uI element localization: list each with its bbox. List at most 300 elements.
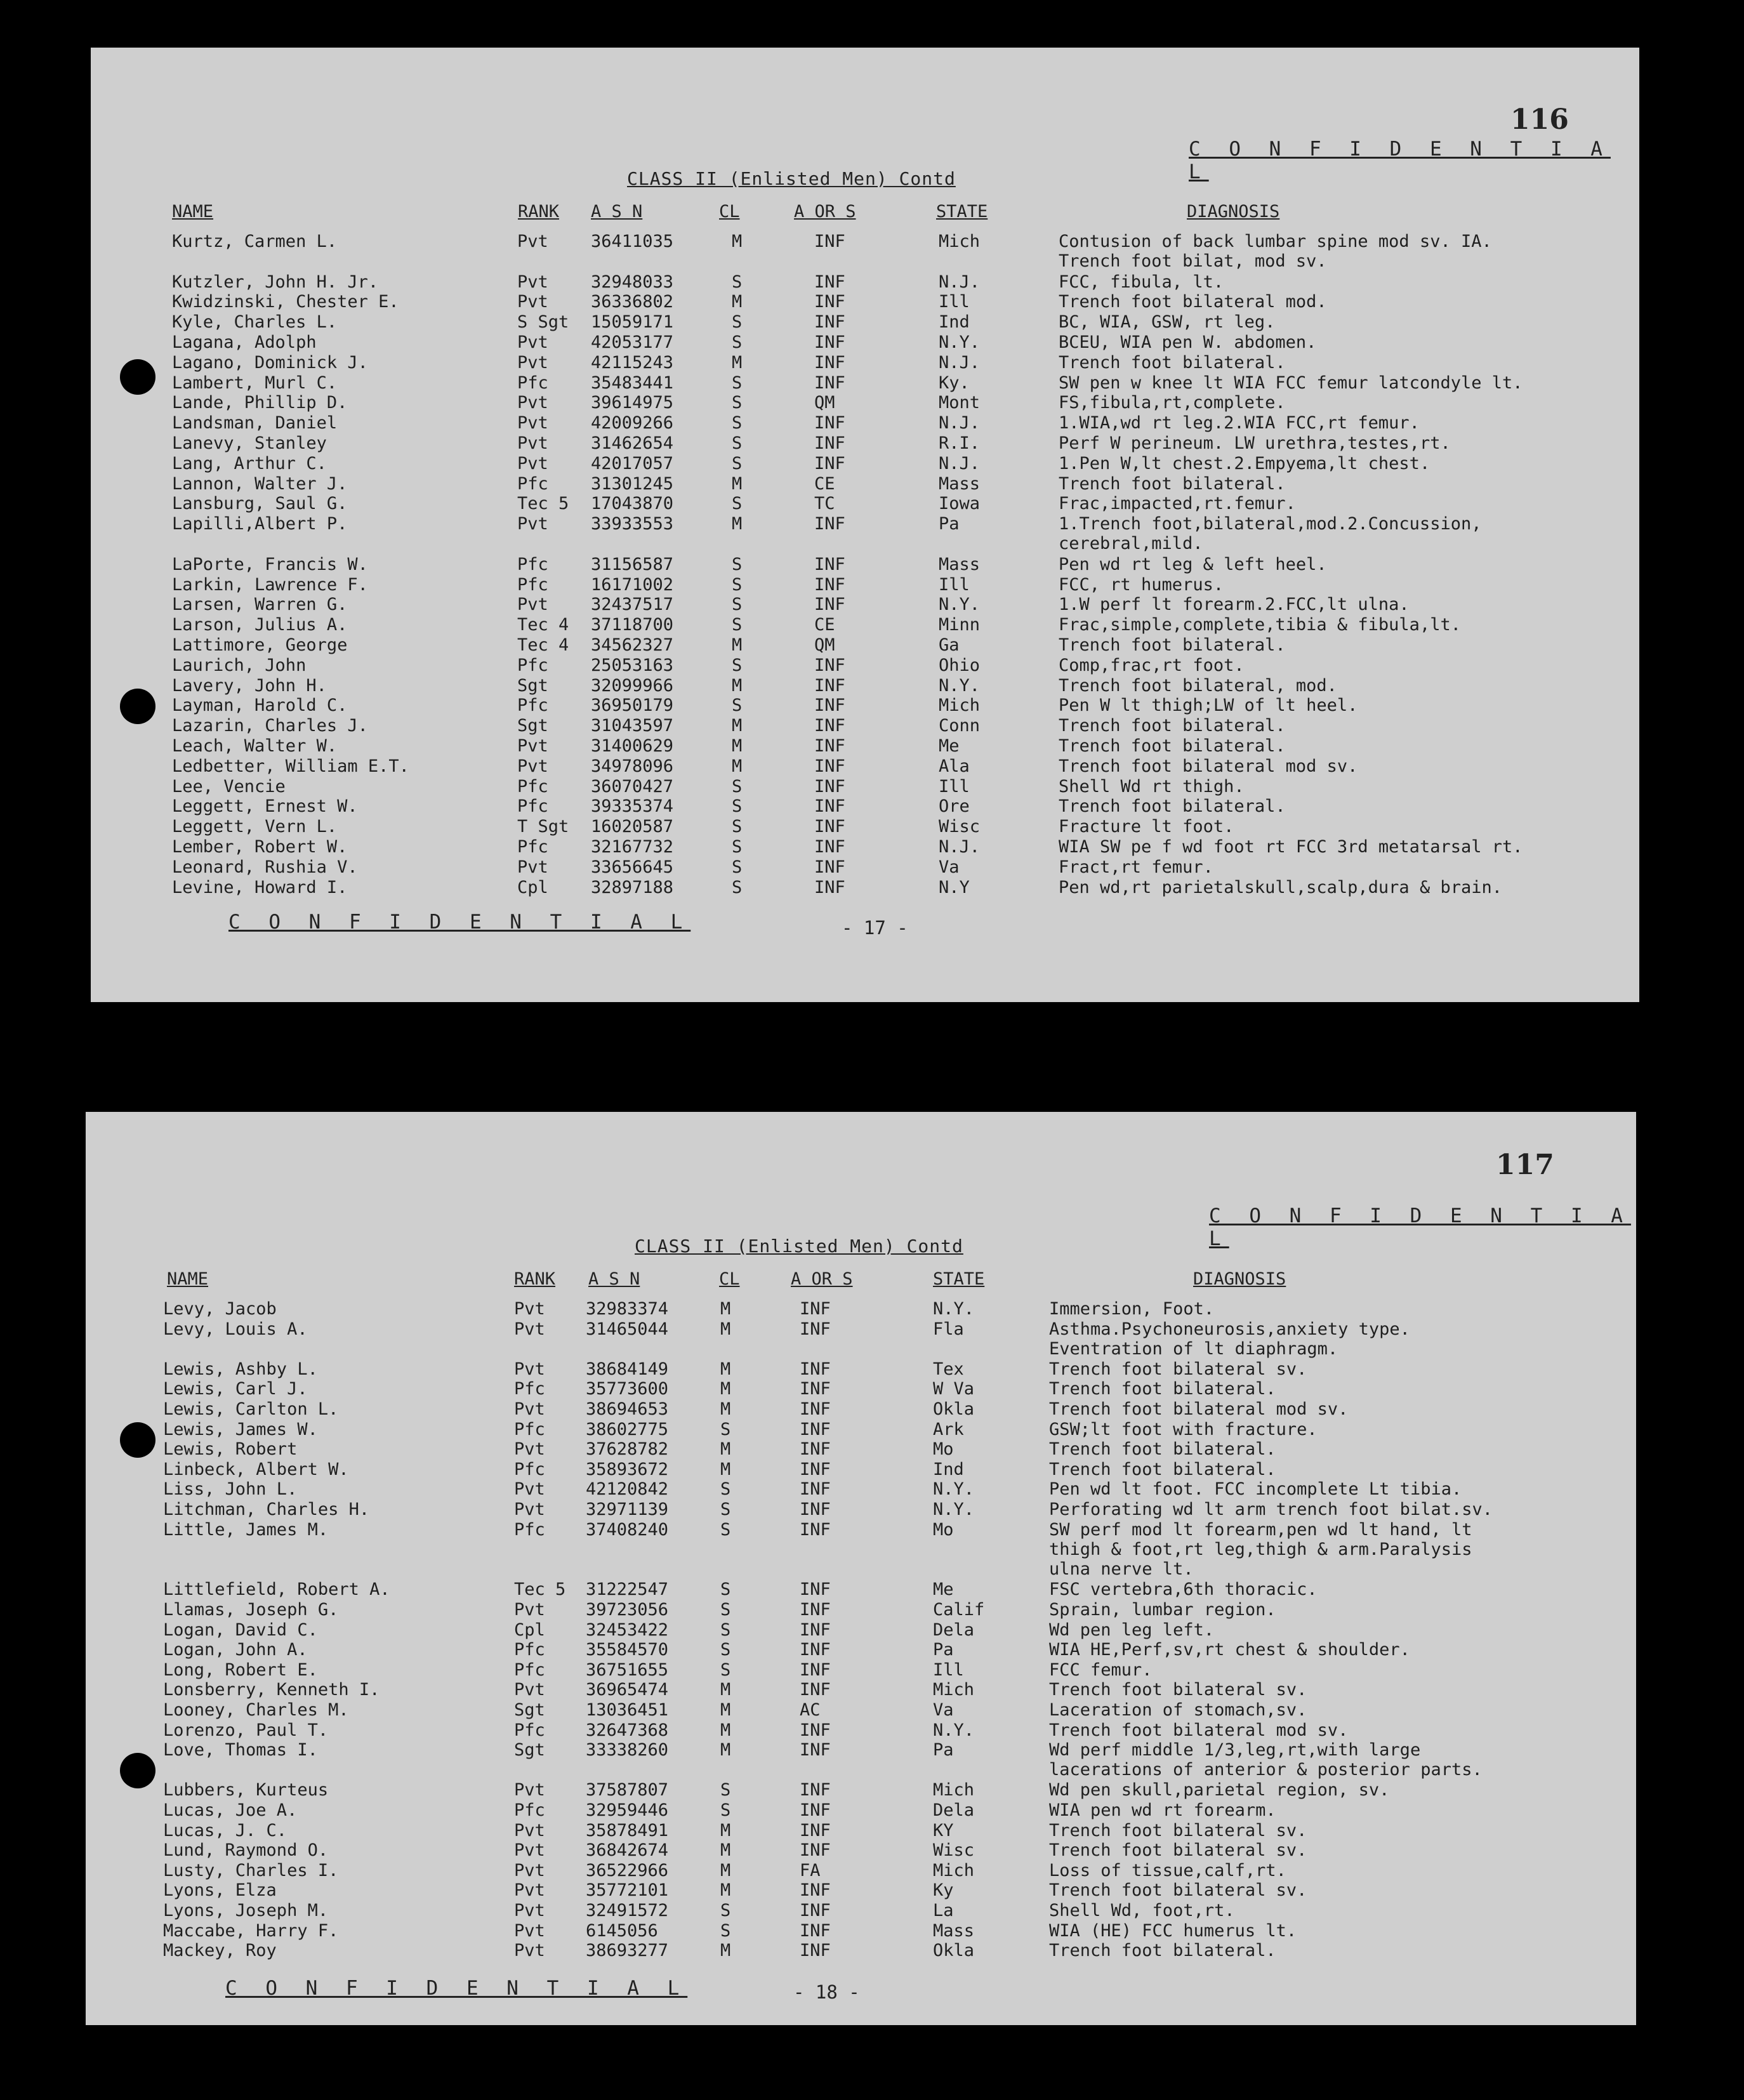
- state: Pa: [933, 1740, 954, 1760]
- rank: Pvt: [517, 232, 548, 251]
- soldier-name: Lee, Vencie: [172, 776, 286, 796]
- table-row: [91, 817, 1639, 836]
- class-code: S: [720, 1800, 731, 1820]
- soldier-name: Lagano, Dominick J.: [172, 352, 368, 373]
- diagnosis: SW pen w knee lt WIA FCC femur latcondyle lt.: [1059, 373, 1523, 393]
- diagnosis: WIA pen wd rt forearm.: [1049, 1800, 1276, 1820]
- diagnosis: Trench foot bilateral, mod.: [1059, 675, 1337, 696]
- soldier-name: Litchman, Charles H.: [163, 1500, 370, 1519]
- diagnosis: Pen W lt thigh;LW of lt heel.: [1059, 696, 1358, 716]
- diagnosis: Shell Wd, foot,rt.: [1049, 1901, 1235, 1920]
- diagnosis: Trench foot bilateral mod.: [1059, 292, 1327, 312]
- arm-or-service: INF: [800, 1740, 831, 1760]
- class-code: M: [732, 756, 743, 776]
- state: Pa: [933, 1640, 954, 1660]
- diagnosis: FCC, fibula, lt.: [1059, 272, 1224, 292]
- soldier-name: Lucas, Joe A.: [163, 1800, 298, 1820]
- class-code: S: [732, 272, 743, 292]
- soldier-name: Lund, Raymond O.: [163, 1840, 329, 1861]
- confidential-header: C O N F I D E N T I A L: [1209, 1205, 1631, 1250]
- state: W Va: [933, 1379, 975, 1399]
- serial-number: 35773600: [586, 1379, 669, 1399]
- rank: Pvt: [517, 514, 548, 534]
- rank: Pvt: [514, 1479, 545, 1500]
- state: Mich: [933, 1860, 975, 1880]
- table-row: [86, 1921, 1636, 1941]
- class-code: M: [720, 1820, 731, 1840]
- class-code: S: [732, 877, 743, 897]
- soldier-name: Lusty, Charles I.: [163, 1860, 339, 1880]
- serial-number: 42115243: [591, 352, 674, 373]
- diagnosis: Trench foot bilateral sv.: [1049, 1820, 1307, 1840]
- arm-or-service: INF: [814, 333, 845, 352]
- table-row: [86, 1500, 1636, 1519]
- table-row: [91, 796, 1639, 816]
- rank: Pvt: [514, 1780, 545, 1800]
- arm-or-service: INF: [800, 1419, 831, 1439]
- column-header-rank: RANK: [518, 202, 560, 221]
- state: Dela: [933, 1620, 975, 1640]
- table-row: [91, 312, 1639, 332]
- state: Fla: [933, 1319, 964, 1339]
- arm-or-service: INF: [800, 1720, 831, 1740]
- rank: Pvt: [514, 1680, 545, 1700]
- state: Pa: [939, 514, 960, 534]
- serial-number: 35772101: [586, 1880, 669, 1901]
- class-code: M: [732, 232, 743, 251]
- state: Okla: [933, 1941, 975, 1961]
- confidential-header: C O N F I D E N T I A L: [1189, 138, 1611, 183]
- soldier-name: LaPorte, Francis W.: [172, 554, 368, 574]
- soldier-name: Kyle, Charles L.: [172, 312, 338, 333]
- rank: Pfc: [517, 473, 548, 494]
- class-code: S: [732, 574, 743, 595]
- diagnosis: Shell Wd rt thigh.: [1059, 776, 1245, 796]
- class-code: S: [732, 595, 743, 615]
- column-header-asn: A S N: [591, 202, 643, 221]
- diagnosis: WIA HE,Perf,sv,rt chest & shoulder.: [1049, 1640, 1410, 1660]
- table-row: [91, 575, 1639, 595]
- rank: Cpl: [514, 1620, 545, 1640]
- arm-or-service: INF: [800, 1920, 831, 1941]
- class-title: CLASS II (Enlisted Men) Contd: [627, 168, 956, 189]
- state: Va: [933, 1700, 954, 1720]
- soldier-name: Leonard, Rushia V.: [172, 857, 358, 877]
- column-header-state: STATE: [933, 1269, 985, 1289]
- diagnosis: WIA (HE) FCC humerus lt.: [1049, 1920, 1297, 1941]
- rank: Pfc: [514, 1660, 545, 1680]
- class-code: S: [720, 1660, 731, 1680]
- serial-number: 37408240: [586, 1519, 669, 1540]
- state: N.Y.: [939, 595, 981, 615]
- state: Tex: [933, 1359, 964, 1379]
- state: Ala: [939, 756, 970, 776]
- table-row: [91, 656, 1639, 675]
- class-code: S: [720, 1500, 731, 1519]
- arm-or-service: INF: [814, 312, 845, 333]
- soldier-name: Llamas, Joseph G.: [163, 1600, 339, 1620]
- state: Conn: [939, 716, 981, 736]
- class-code: M: [720, 1740, 731, 1760]
- arm-or-service: INF: [800, 1359, 831, 1379]
- soldier-name: Long, Robert E.: [163, 1660, 318, 1680]
- column-header-cl: CL: [719, 1269, 740, 1289]
- rank: Pfc: [514, 1720, 545, 1740]
- table-row: [86, 1319, 1636, 1359]
- serial-number: 32491572: [586, 1901, 669, 1920]
- arm-or-service: AC: [800, 1700, 821, 1720]
- diagnosis: FCC femur.: [1049, 1660, 1153, 1680]
- table-row: [91, 474, 1639, 494]
- arm-or-service: INF: [814, 796, 845, 817]
- soldier-name: Mackey, Roy: [163, 1941, 277, 1961]
- rank: Pfc: [517, 655, 548, 675]
- serial-number: 42017057: [591, 453, 674, 473]
- serial-number: 32647368: [586, 1720, 669, 1740]
- diagnosis: Trench foot bilateral.: [1049, 1379, 1276, 1399]
- class-code: M: [720, 1880, 731, 1901]
- state: Ill: [939, 292, 970, 312]
- state: KY: [933, 1820, 954, 1840]
- diagnosis: Asthma.Psychoneurosis,anxiety type. Eventration of lt diaphragm.: [1049, 1319, 1410, 1359]
- class-code: M: [720, 1720, 731, 1740]
- state: Ga: [939, 635, 960, 655]
- diagnosis: Trench foot bilateral sv.: [1049, 1880, 1307, 1901]
- serial-number: 36522966: [586, 1860, 669, 1880]
- soldier-name: Kurtz, Carmen L.: [172, 232, 338, 251]
- table-row: [86, 1359, 1636, 1379]
- arm-or-service: INF: [814, 595, 845, 615]
- arm-or-service: INF: [800, 1941, 831, 1961]
- table-row: [86, 1861, 1636, 1880]
- diagnosis: Trench foot bilateral sv.: [1049, 1680, 1307, 1700]
- diagnosis: 1.Pen W,lt chest.2.Empyema,lt chest.: [1059, 453, 1430, 473]
- serial-number: 38693277: [586, 1941, 669, 1961]
- arm-or-service: INF: [800, 1820, 831, 1840]
- arm-or-service: INF: [800, 1500, 831, 1519]
- serial-number: 35483441: [591, 373, 674, 393]
- serial-number: 36751655: [586, 1660, 669, 1680]
- serial-number: 31462654: [591, 433, 674, 453]
- serial-number: 33933553: [591, 514, 674, 534]
- diagnosis: Laceration of stomach,sv.: [1049, 1700, 1307, 1720]
- state: Ohio: [939, 655, 981, 675]
- rank: Pfc: [514, 1419, 545, 1439]
- serial-number: 33656645: [591, 857, 674, 877]
- rank: Pvt: [517, 857, 548, 877]
- serial-number: 36070427: [591, 776, 674, 796]
- rank: Pfc: [517, 696, 548, 716]
- serial-number: 31465044: [586, 1319, 669, 1339]
- diagnosis: Pen wd rt leg & left heel.: [1059, 554, 1327, 574]
- state: Okla: [933, 1399, 975, 1419]
- table-row: [91, 454, 1639, 473]
- diagnosis: Loss of tissue,calf,rt.: [1049, 1860, 1286, 1880]
- state: Mont: [939, 393, 981, 413]
- table-row: [91, 676, 1639, 696]
- arm-or-service: INF: [800, 1620, 831, 1640]
- serial-number: 36411035: [591, 232, 674, 251]
- arm-or-service: INF: [800, 1479, 831, 1500]
- serial-number: 42120842: [586, 1479, 669, 1500]
- arm-or-service: INF: [800, 1660, 831, 1680]
- state: Me: [939, 736, 960, 756]
- arm-or-service: CE: [814, 615, 835, 635]
- punch-hole: [120, 689, 155, 724]
- arm-or-service: INF: [814, 413, 845, 433]
- arm-or-service: INF: [800, 1640, 831, 1660]
- state: N.Y.: [939, 333, 981, 352]
- state: Ill: [939, 574, 970, 595]
- serial-number: 16171002: [591, 574, 674, 595]
- rank: Pvt: [514, 1439, 545, 1460]
- soldier-name: Liss, John L.: [163, 1479, 298, 1500]
- serial-number: 32897188: [591, 877, 674, 897]
- state: Ky: [933, 1880, 954, 1901]
- class-code: M: [732, 292, 743, 312]
- column-header-asn: A S N: [588, 1269, 640, 1289]
- diagnosis: Trench foot bilateral.: [1059, 716, 1286, 736]
- table-row: [86, 1399, 1636, 1419]
- table-row: [91, 837, 1639, 857]
- serial-number: 32453422: [586, 1620, 669, 1640]
- diagnosis: Trench foot bilateral.: [1059, 635, 1286, 655]
- diagnosis: Fracture lt foot.: [1059, 817, 1234, 837]
- serial-number: 13036451: [586, 1700, 669, 1720]
- table-row: [91, 373, 1639, 393]
- soldier-name: Lember, Robert W.: [172, 837, 348, 857]
- soldier-name: Lewis, Carlton L.: [163, 1399, 339, 1419]
- rank: Pvt: [514, 1880, 545, 1901]
- class-code: S: [732, 312, 743, 333]
- soldier-name: Larsen, Warren G.: [172, 595, 348, 615]
- arm-or-service: INF: [814, 675, 845, 696]
- rank: Pfc: [514, 1459, 545, 1479]
- serial-number: 34978096: [591, 756, 674, 776]
- class-code: M: [720, 1459, 731, 1479]
- confidential-footer: C O N F I D E N T I A L: [225, 1977, 688, 2000]
- arm-or-service: QM: [814, 635, 835, 655]
- state: N.Y.: [933, 1299, 975, 1319]
- serial-number: 17043870: [591, 494, 674, 514]
- diagnosis: Trench foot bilateral.: [1049, 1459, 1276, 1479]
- serial-number: 36950179: [591, 696, 674, 716]
- table-row: [86, 1640, 1636, 1660]
- state: N.J.: [939, 453, 981, 473]
- column-header-rank: RANK: [514, 1269, 556, 1289]
- diagnosis: Frac,impacted,rt.femur.: [1059, 494, 1296, 514]
- rank: Pvt: [514, 1500, 545, 1519]
- serial-number: 35893672: [586, 1459, 669, 1479]
- column-header-state: STATE: [936, 202, 988, 221]
- class-code: M: [720, 1399, 731, 1419]
- diagnosis: Sprain, lumbar region.: [1049, 1600, 1276, 1620]
- rank: Pvt: [514, 1359, 545, 1379]
- diagnosis: Wd pen leg left.: [1049, 1620, 1215, 1640]
- diagnosis: Trench foot bilateral.: [1049, 1941, 1276, 1961]
- soldier-name: Looney, Charles M.: [163, 1700, 349, 1720]
- state: Mo: [933, 1439, 954, 1460]
- state: Mass: [939, 473, 981, 494]
- soldier-name: Lanevy, Stanley: [172, 433, 327, 453]
- rank: Tec 5: [514, 1580, 566, 1600]
- diagnosis: GSW;lt foot with fracture.: [1049, 1419, 1318, 1439]
- rank: Tec 4: [517, 635, 569, 655]
- serial-number: 16020587: [591, 817, 674, 837]
- arm-or-service: INF: [814, 877, 845, 897]
- class-code: M: [732, 736, 743, 756]
- soldier-name: Levine, Howard I.: [172, 877, 348, 897]
- table-row: [91, 272, 1639, 292]
- class-code: M: [732, 675, 743, 696]
- soldier-name: Lavery, John H.: [172, 675, 327, 696]
- class-code: M: [732, 514, 743, 534]
- table-row: [91, 333, 1639, 352]
- state: Ore: [939, 796, 970, 817]
- serial-number: 15059171: [591, 312, 674, 333]
- class-code: S: [732, 857, 743, 877]
- soldier-name: Maccabe, Harry F.: [163, 1920, 339, 1941]
- serial-number: 32971139: [586, 1500, 669, 1519]
- state: Mo: [933, 1519, 954, 1540]
- diagnosis: BCEU, WIA pen W. abdomen.: [1059, 333, 1317, 352]
- state: Mich: [939, 232, 981, 251]
- class-code: S: [720, 1920, 731, 1941]
- table-row: [86, 1620, 1636, 1640]
- rank: Sgt: [514, 1700, 545, 1720]
- arm-or-service: INF: [800, 1439, 831, 1460]
- arm-or-service: INF: [814, 272, 845, 292]
- class-code: M: [720, 1700, 731, 1720]
- diagnosis: WIA SW pe f wd foot rt FCC 3rd metatarsal rt.: [1059, 837, 1523, 857]
- soldier-name: Leggett, Vern L.: [172, 817, 338, 837]
- column-header-name: NAME: [167, 1269, 209, 1289]
- serial-number: 32437517: [591, 595, 674, 615]
- soldier-name: Lubbers, Kurteus: [163, 1780, 329, 1800]
- soldier-name: Laurich, John: [172, 655, 307, 675]
- table-row: [91, 413, 1639, 433]
- soldier-name: Kwidzinski, Chester E.: [172, 292, 399, 312]
- state: N.J.: [939, 352, 981, 373]
- arm-or-service: INF: [800, 1901, 831, 1920]
- diagnosis: FCC, rt humerus.: [1059, 574, 1224, 595]
- soldier-name: Lyons, Joseph M.: [163, 1901, 329, 1920]
- arm-or-service: INF: [814, 736, 845, 756]
- rank: Pfc: [517, 796, 548, 817]
- class-code: S: [720, 1519, 731, 1540]
- soldier-name: Lonsberry, Kenneth I.: [163, 1680, 380, 1700]
- class-code: S: [720, 1419, 731, 1439]
- table-row: [91, 555, 1639, 574]
- state: Mass: [939, 554, 981, 574]
- class-code: S: [720, 1620, 731, 1640]
- state: Dela: [933, 1800, 975, 1820]
- serial-number: 32983374: [586, 1299, 669, 1319]
- table-row: [91, 716, 1639, 736]
- class-code: S: [720, 1479, 731, 1500]
- diagnosis: Trench foot bilateral mod sv.: [1049, 1720, 1349, 1740]
- serial-number: 32099966: [591, 675, 674, 696]
- page-label: - 17 -: [842, 917, 908, 939]
- state: Ill: [933, 1660, 964, 1680]
- serial-number: 38694653: [586, 1399, 669, 1419]
- document-page-117: [86, 1112, 1636, 2025]
- table-row: [86, 1901, 1636, 1920]
- class-code: S: [732, 453, 743, 473]
- arm-or-service: INF: [814, 817, 845, 837]
- soldier-name: Larson, Julius A.: [172, 615, 348, 635]
- rank: Sgt: [517, 716, 548, 736]
- table-row: [86, 1580, 1636, 1599]
- arm-or-service: INF: [800, 1600, 831, 1620]
- arm-or-service: INF: [814, 696, 845, 716]
- rank: Pvt: [517, 292, 548, 312]
- serial-number: 31400629: [591, 736, 674, 756]
- rank: Pvt: [514, 1840, 545, 1861]
- diagnosis: Wd perf middle 1/3,leg,rt,with large lacerations of anterior & posterior parts.: [1049, 1740, 1483, 1780]
- serial-number: 38684149: [586, 1359, 669, 1379]
- arm-or-service: FA: [800, 1860, 821, 1880]
- state: Ind: [939, 312, 970, 333]
- table-row: [86, 1379, 1636, 1399]
- class-code: S: [732, 837, 743, 857]
- soldier-name: Lansburg, Saul G.: [172, 494, 348, 514]
- class-code: S: [732, 494, 743, 514]
- state: N.Y.: [939, 675, 981, 696]
- punch-hole: [120, 1753, 155, 1788]
- table-row: [91, 292, 1639, 312]
- diagnosis: Trench foot bilateral.: [1059, 736, 1286, 756]
- diagnosis: FSC vertebra,6th thoracic.: [1049, 1580, 1318, 1600]
- column-header-diagnosis: DIAGNOSIS: [1187, 202, 1280, 221]
- rank: Pvt: [517, 333, 548, 352]
- class-code: M: [720, 1941, 731, 1961]
- soldier-name: Landsman, Daniel: [172, 413, 338, 433]
- serial-number: 39614975: [591, 393, 674, 413]
- serial-number: 31043597: [591, 716, 674, 736]
- serial-number: 33338260: [586, 1740, 669, 1760]
- punch-hole: [120, 1422, 155, 1458]
- class-code: S: [720, 1640, 731, 1660]
- arm-or-service: INF: [814, 514, 845, 534]
- diagnosis: Fract,rt femur.: [1059, 857, 1213, 877]
- state: Ky.: [939, 373, 970, 393]
- serial-number: 35584570: [586, 1640, 669, 1660]
- soldier-name: Lattimore, George: [172, 635, 348, 655]
- class-code: M: [732, 352, 743, 373]
- table-row: [86, 1299, 1636, 1319]
- arm-or-service: INF: [800, 1780, 831, 1800]
- class-code: M: [720, 1680, 731, 1700]
- arm-or-service: TC: [814, 494, 835, 514]
- table-row: [91, 393, 1639, 413]
- rank: Pvt: [517, 272, 548, 292]
- class-code: S: [732, 615, 743, 635]
- arm-or-service: INF: [800, 1519, 831, 1540]
- table-row: [86, 1420, 1636, 1439]
- confidential-footer: C O N F I D E N T I A L: [228, 911, 691, 934]
- table-row: [86, 1519, 1636, 1579]
- rank: Pvt: [514, 1820, 545, 1840]
- state: Wisc: [939, 817, 981, 837]
- rank: Pvt: [514, 1941, 545, 1961]
- rank: Pfc: [517, 554, 548, 574]
- rank: Pvt: [517, 595, 548, 615]
- rank: Pvt: [514, 1600, 545, 1620]
- class-code: M: [720, 1319, 731, 1339]
- table-row: [86, 1479, 1636, 1499]
- class-code: S: [720, 1780, 731, 1800]
